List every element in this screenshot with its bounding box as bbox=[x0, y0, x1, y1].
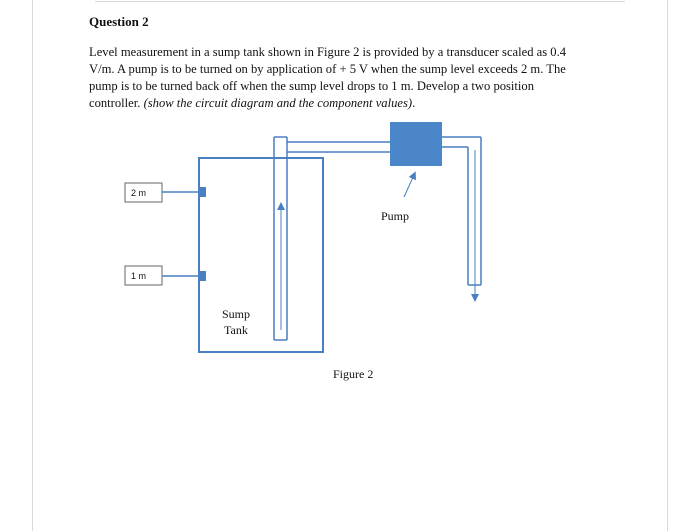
question-line-3: pump is to be turned back off when the sump level drops to 1 m. Develop a two position bbox=[89, 79, 535, 93]
tank-label-tank: Tank bbox=[224, 323, 248, 337]
question-line-2: V/m. A pump is to be turned on by application of + 5 V when the sump level exceeds 2 m. The bbox=[89, 62, 566, 76]
pump-label: Pump bbox=[381, 209, 410, 223]
tank-label-sump: Sump bbox=[222, 307, 251, 321]
sensor-2m bbox=[199, 187, 206, 197]
sump-tank bbox=[199, 158, 323, 352]
level-label-2m: 2 m bbox=[131, 188, 147, 198]
question-line-1: Level measurement in a sump tank shown in Figure 2 is provided by a transducer scaled as 0.4 bbox=[89, 45, 567, 59]
question-line-4-italic: (show the circuit diagram and the component values) bbox=[143, 96, 413, 110]
question-line-4-prefix: controller. bbox=[89, 96, 144, 110]
pump-pointer-arrow bbox=[404, 175, 414, 197]
sensor-1m bbox=[199, 271, 206, 281]
question-title: Question 2 bbox=[89, 14, 149, 29]
question-line-4-suffix: . bbox=[412, 96, 416, 110]
pump bbox=[390, 122, 442, 166]
level-label-1m: 1 m bbox=[131, 271, 147, 281]
figure-caption: Figure 2 bbox=[333, 367, 374, 381]
